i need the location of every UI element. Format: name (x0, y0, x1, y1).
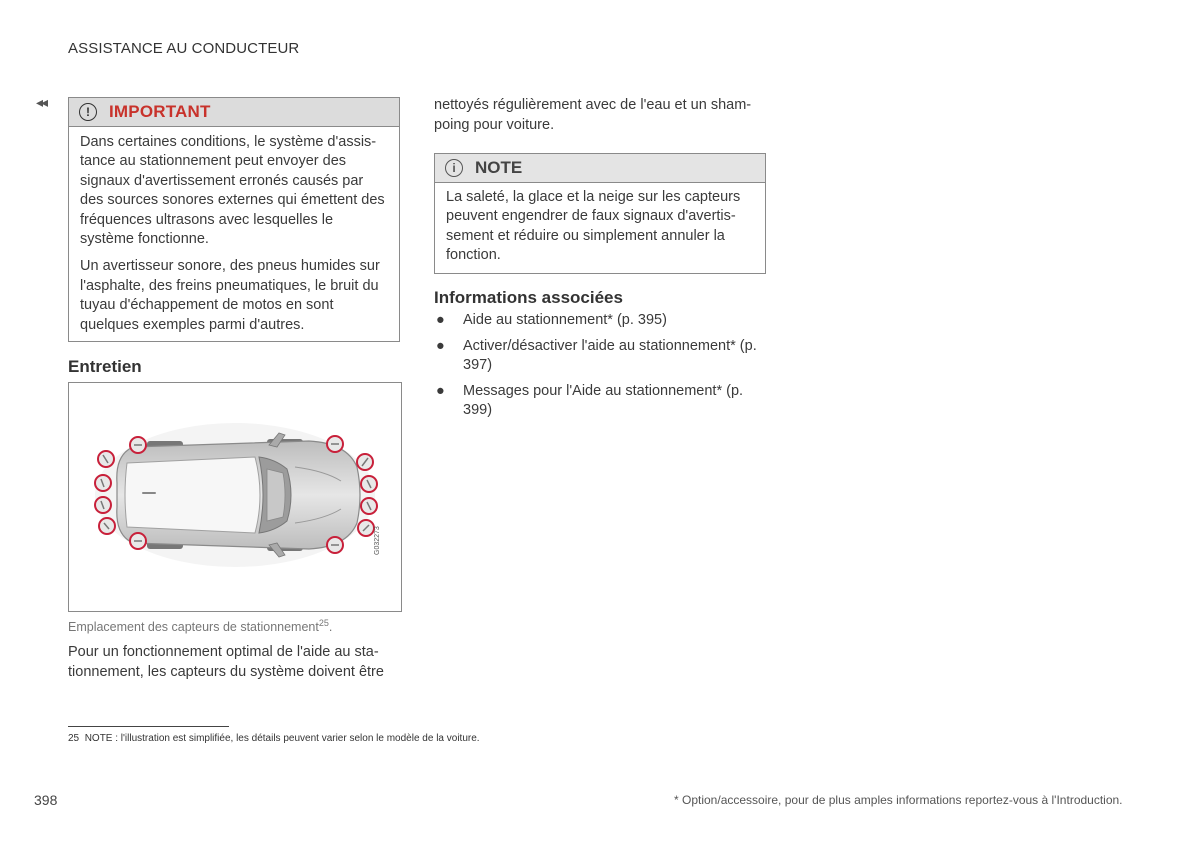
footnote-text: NOTE : l'illustration est simplifiée, les détails peuvent varier selon le modèle de la voiture. (84, 733, 480, 744)
important-title: IMPORTANT (109, 102, 211, 121)
note-header (435, 154, 765, 183)
bullet-icon: ● (436, 312, 445, 328)
note-title: NOTE (475, 158, 523, 177)
important-header (69, 98, 399, 127)
footnote-ref: 25 (318, 618, 329, 628)
caption-end: . (328, 620, 333, 635)
maintenance-paragraph-continued: nettoyés régulièrement avec de l'eau et un sham-poing pour voiture. (434, 97, 752, 133)
bullet-icon: ● (436, 337, 445, 354)
related-link[interactable] (434, 382, 769, 421)
important-box (68, 97, 400, 342)
related-link[interactable] (434, 337, 769, 376)
figure-caption (68, 618, 332, 634)
related-link[interactable] (434, 311, 769, 331)
option-note: * Option/accessoire, pour de plus amples informations reportez-vous à l'Introduction. (674, 793, 1123, 807)
exclamation-circle-icon: ! (79, 103, 97, 121)
related-info-heading: Informations associées (434, 288, 623, 307)
car-top-view-illustration (69, 383, 401, 611)
maintenance-paragraph: Pour un fonctionnement optimal de l'aide au sta-tionnement, les capteurs du système doivent être (68, 644, 384, 680)
section-header: ASSISTANCE AU CONDUCTEUR (68, 40, 300, 57)
important-paragraph: Dans certaines conditions, le système d'assis-tance au stationnement peut envoyer des signaux d'avertissement erronés causés par des sources sonores externes qui émettent des fréquences ultrasons avec lesquelles le système fonctionne. (80, 134, 385, 248)
figure-code: G032273 (374, 526, 381, 555)
note-body: La saleté, la glace et la neige sur les capteurs peuvent engendrer de faux signaux d'avertis-sement et réduire ou simplement annuler la fonction. (446, 189, 741, 264)
continued-marker: ◂◂ (36, 94, 47, 110)
caption-text: Emplacement des capteurs de stationnement (68, 620, 319, 635)
bullet-icon: ● (436, 382, 445, 399)
footnote (68, 733, 480, 744)
footnote-divider (68, 726, 229, 727)
footnote-number: 25 (68, 733, 80, 744)
related-info-list (434, 311, 769, 427)
page-number: 398 (34, 792, 58, 808)
related-link-text[interactable]: Messages pour l'Aide au stationnement* (p. 399) (463, 382, 744, 418)
important-paragraph: Un avertisseur sonore, des pneus humides sur l'asphalte, des freins pneumatiques, le bruit du tuyau d'échappement de motos en sont quelques exemples parmi d'autres. (80, 258, 380, 333)
note-box (434, 153, 766, 274)
related-link-text[interactable]: Aide au stationnement* (p. 395) (463, 312, 667, 328)
important-body (69, 127, 399, 335)
parking-sensors-figure (68, 382, 402, 612)
maintenance-heading: Entretien (68, 357, 142, 376)
related-link-text[interactable]: Activer/désactiver l'aide au stationnement* (p. 397) (463, 337, 757, 373)
info-circle-icon: i (445, 159, 463, 177)
